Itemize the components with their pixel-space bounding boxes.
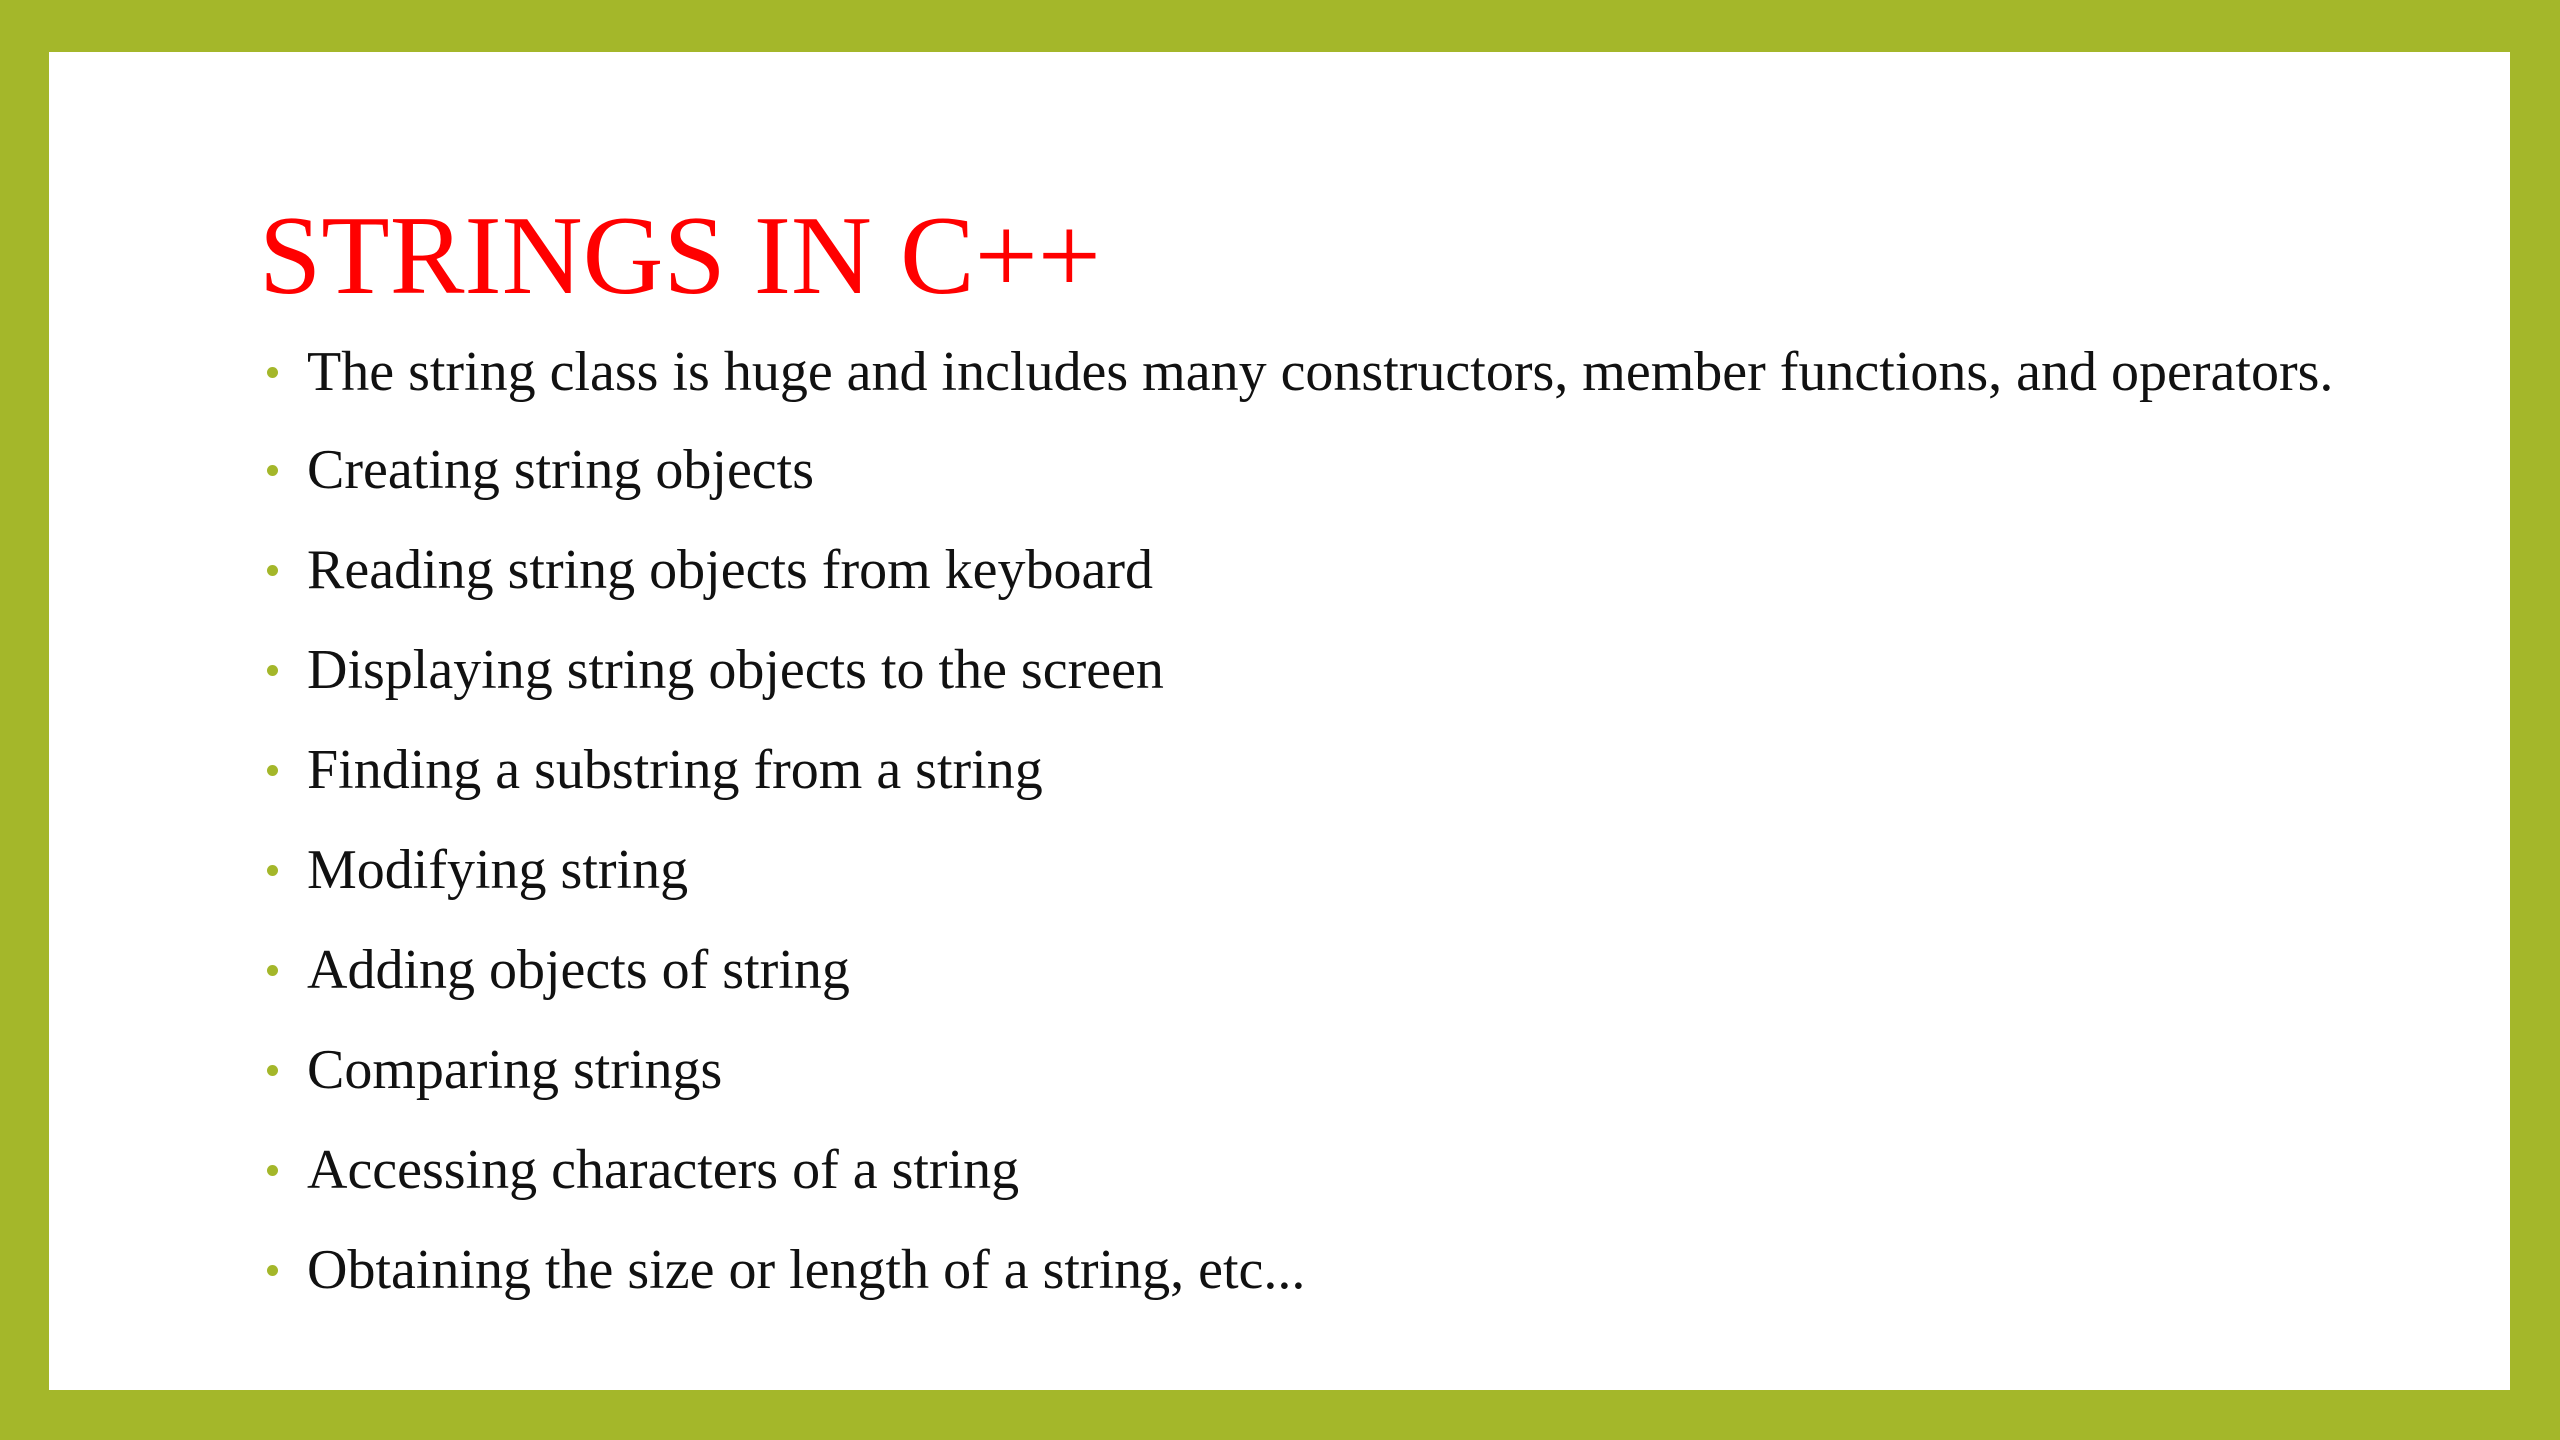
list-item [267, 638, 2347, 702]
bullet-dot-icon [267, 465, 278, 476]
bullet-dot-icon [267, 865, 278, 876]
bullet-dot-icon [267, 1165, 278, 1176]
list-item-text: Displaying string objects to the screen [307, 639, 1164, 701]
list-item [267, 1038, 2347, 1102]
list-item-text: Adding objects of string [307, 939, 850, 1001]
list-item-text: Creating string objects [307, 439, 815, 501]
list-item [267, 738, 2347, 802]
list-item [267, 538, 2347, 602]
bullet-dot-icon [267, 1065, 278, 1076]
bullet-dot-icon [267, 765, 278, 776]
list-item-text: Comparing strings [307, 1039, 723, 1101]
list-item-text: Accessing characters of a string [307, 1139, 1020, 1201]
bullet-dot-icon [267, 965, 278, 976]
list-item [267, 838, 2347, 902]
list-item-text: Reading string objects from keyboard [307, 539, 1154, 601]
bullet-dot-icon [267, 367, 278, 378]
slide-title: STRINGS IN C++ [259, 194, 1101, 318]
bullet-dot-icon [267, 665, 278, 676]
list-item [267, 1138, 2347, 1202]
list-item-text: The string class is huge and includes many constructors, member functions, and operators. [307, 341, 2334, 403]
slide-content-area [49, 52, 2510, 1390]
list-item-text: Finding a substring from a string [307, 739, 1043, 801]
bullet-list [267, 340, 2347, 1338]
list-item [267, 438, 2347, 502]
bullet-dot-icon [267, 1265, 278, 1276]
list-item [267, 340, 2347, 404]
list-item-text: Modifying string [307, 839, 689, 901]
list-item-text: Obtaining the size or length of a string, etc... [307, 1239, 1306, 1301]
list-item [267, 1238, 2347, 1302]
bullet-dot-icon [267, 565, 278, 576]
list-item [267, 938, 2347, 1002]
